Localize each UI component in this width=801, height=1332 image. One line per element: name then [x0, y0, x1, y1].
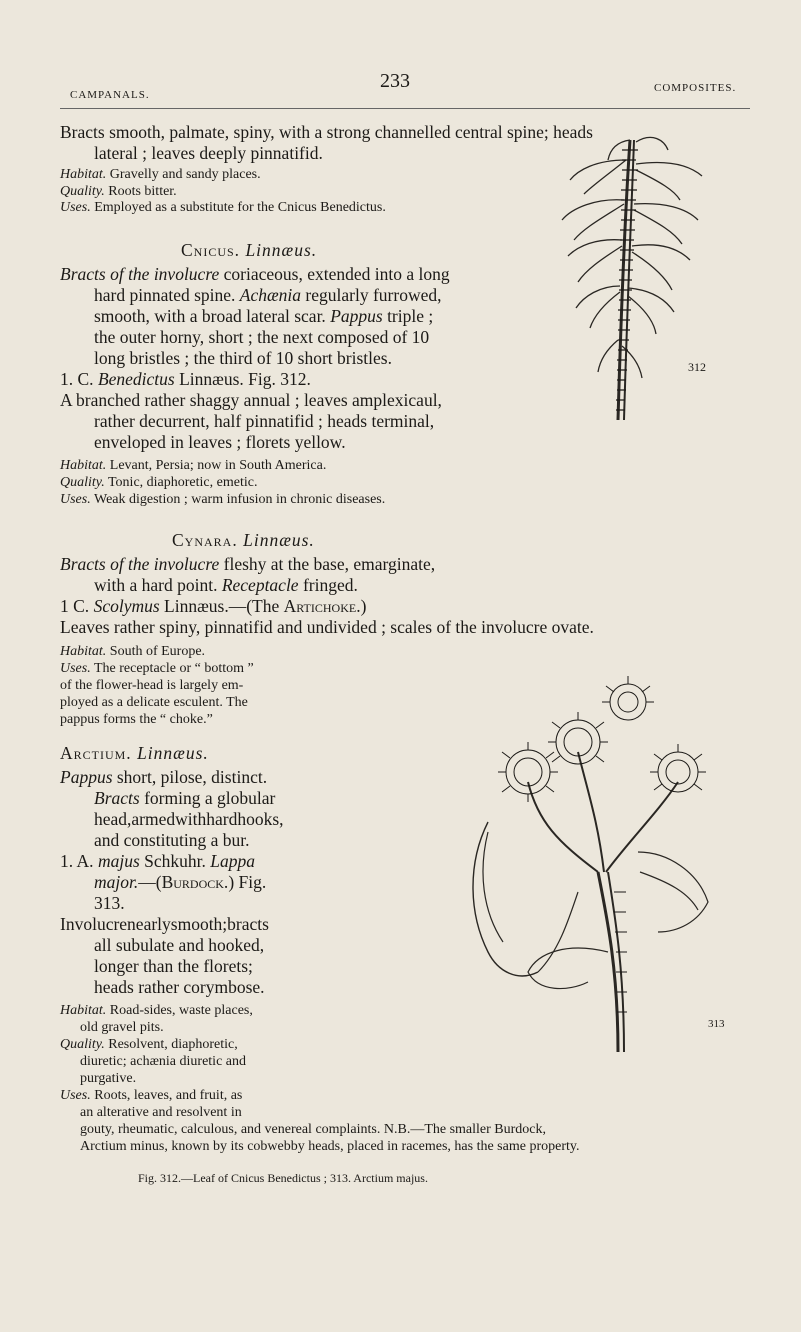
arctium-line-3: head,armedwithhardhooks,: [94, 809, 284, 829]
cnicus-line-1: Bracts of the involucre coriaceous, extended into a long: [60, 264, 450, 284]
uses-3-line-2: of the flower-head is largely em-: [60, 678, 244, 693]
habitat-2: Habitat. Levant, Persia; now in South America.: [60, 458, 327, 473]
cnicus-line-3: smooth, with a broad lateral scar. Pappus triple ;: [94, 306, 434, 326]
genus-heading-cynara: Cynara. Linnæus.: [172, 530, 315, 550]
running-head-right: COMPOSITES.: [654, 82, 737, 94]
arctium-line-6: major.—(Burdock.) Fig.: [94, 872, 267, 892]
uses-4: Uses. Roots, leaves, and fruit, as: [60, 1088, 243, 1103]
uses-4-line-4: Arctium minus, known by its cobwebby heads, placed in racemes, has the same property.: [80, 1139, 580, 1154]
arctium-line-1: Pappus short, pilose, distinct.: [60, 767, 268, 787]
arctium-line-8: Involucrenearlysmooth;bracts: [60, 914, 269, 934]
arctium-line-10: longer than the florets;: [94, 956, 253, 976]
quality-4-line-2: diuretic; achænia diuretic and: [80, 1054, 246, 1069]
uses-4-line-2: an alterative and resolvent in: [80, 1105, 242, 1120]
cnicus-line-8: rather decurrent, half pinnatifid ; heads terminal,: [94, 411, 435, 431]
quality-2: Quality. Tonic, diaphoretic, emetic.: [60, 475, 258, 490]
uses-3-line-3: ployed as a delicate esculent. The: [60, 695, 248, 710]
page-number: 233: [380, 70, 410, 92]
opening-line: Bracts smooth, palmate, spiny, with a strong channelled central spine; heads: [60, 122, 593, 142]
quality-4-line-3: purgative.: [80, 1071, 137, 1086]
cnicus-line-7: A branched rather shaggy annual ; leaves amplexicaul,: [60, 390, 442, 410]
figure-313-illustration: [428, 672, 728, 1072]
quality-1: Quality. Roots bitter.: [60, 184, 177, 199]
figure-312-illustration: [556, 120, 716, 430]
figure-caption: Fig. 312.—Leaf of Cnicus Benedictus ; 313. Arctium majus.: [138, 1171, 428, 1185]
cynara-line-4: Leaves rather spiny, pinnatifid and undivided ; scales of the involucre ovate.: [60, 617, 594, 637]
arctium-line-2: Bracts forming a globular: [94, 788, 276, 808]
arctium-line-9: all subulate and hooked,: [94, 935, 265, 955]
uses-2: Uses. Weak digestion ; warm infusion in chronic diseases.: [60, 492, 386, 507]
uses-3-line-4: pappus forms the “ choke.”: [60, 712, 213, 727]
cynara-line-2: with a hard point. Receptacle fringed.: [94, 575, 358, 595]
species-cynara-scolymus: 1 C. Scolymus Linnæus.—(The Artichoke.): [60, 596, 367, 616]
cnicus-line-4: the outer horny, short ; the next composed of 10: [94, 327, 430, 347]
species-cnicus-benedictus: 1. C. Benedictus Linnæus. Fig. 312.: [60, 369, 311, 389]
uses-4-line-3: gouty, rheumatic, calculous, and venereal complaints. N.B.—The smaller Burdock,: [80, 1122, 547, 1137]
header-rule: [60, 108, 750, 109]
arctium-line-4: and constituting a bur.: [94, 830, 250, 850]
cnicus-line-9: enveloped in leaves ; florets yellow.: [94, 432, 346, 452]
cnicus-line-5: long bristles ; the third of 10 short bristles.: [94, 348, 392, 368]
figure-313-label: 313: [708, 1018, 725, 1030]
opening-line-2: lateral ; leaves deeply pinnatifid.: [94, 143, 323, 163]
cnicus-line-2: hard pinnated spine. Achænia regularly furrowed,: [94, 285, 442, 305]
arctium-line-7: 313.: [94, 893, 125, 913]
genus-heading-arctium: Arctium. Linnæus.: [60, 743, 209, 763]
habitat-4-line-2: old gravel pits.: [80, 1020, 164, 1035]
running-head-left: CAMPANALS.: [70, 89, 150, 101]
habitat-4: Habitat. Road-sides, waste places,: [60, 1003, 253, 1018]
arctium-line-11: heads rather corymbose.: [94, 977, 265, 997]
habitat-3: Habitat. South of Europe.: [60, 644, 206, 659]
cynara-line-1: Bracts of the involucre fleshy at the base, emarginate,: [60, 554, 436, 574]
figure-312-label: 312: [688, 360, 706, 374]
habitat-1: Habitat. Gravelly and sandy places.: [60, 167, 261, 182]
uses-3: Uses. The receptacle or “ bottom ”: [60, 661, 254, 676]
uses-1: Uses. Employed as a substitute for the Cnicus Benedictus.: [60, 200, 386, 215]
species-arctium-majus: 1. A. majus Schkuhr. Lappa: [60, 851, 255, 871]
genus-heading-cnicus: Cnicus. Linnæus.: [181, 240, 318, 260]
quality-4: Quality. Resolvent, diaphoretic,: [60, 1037, 238, 1052]
